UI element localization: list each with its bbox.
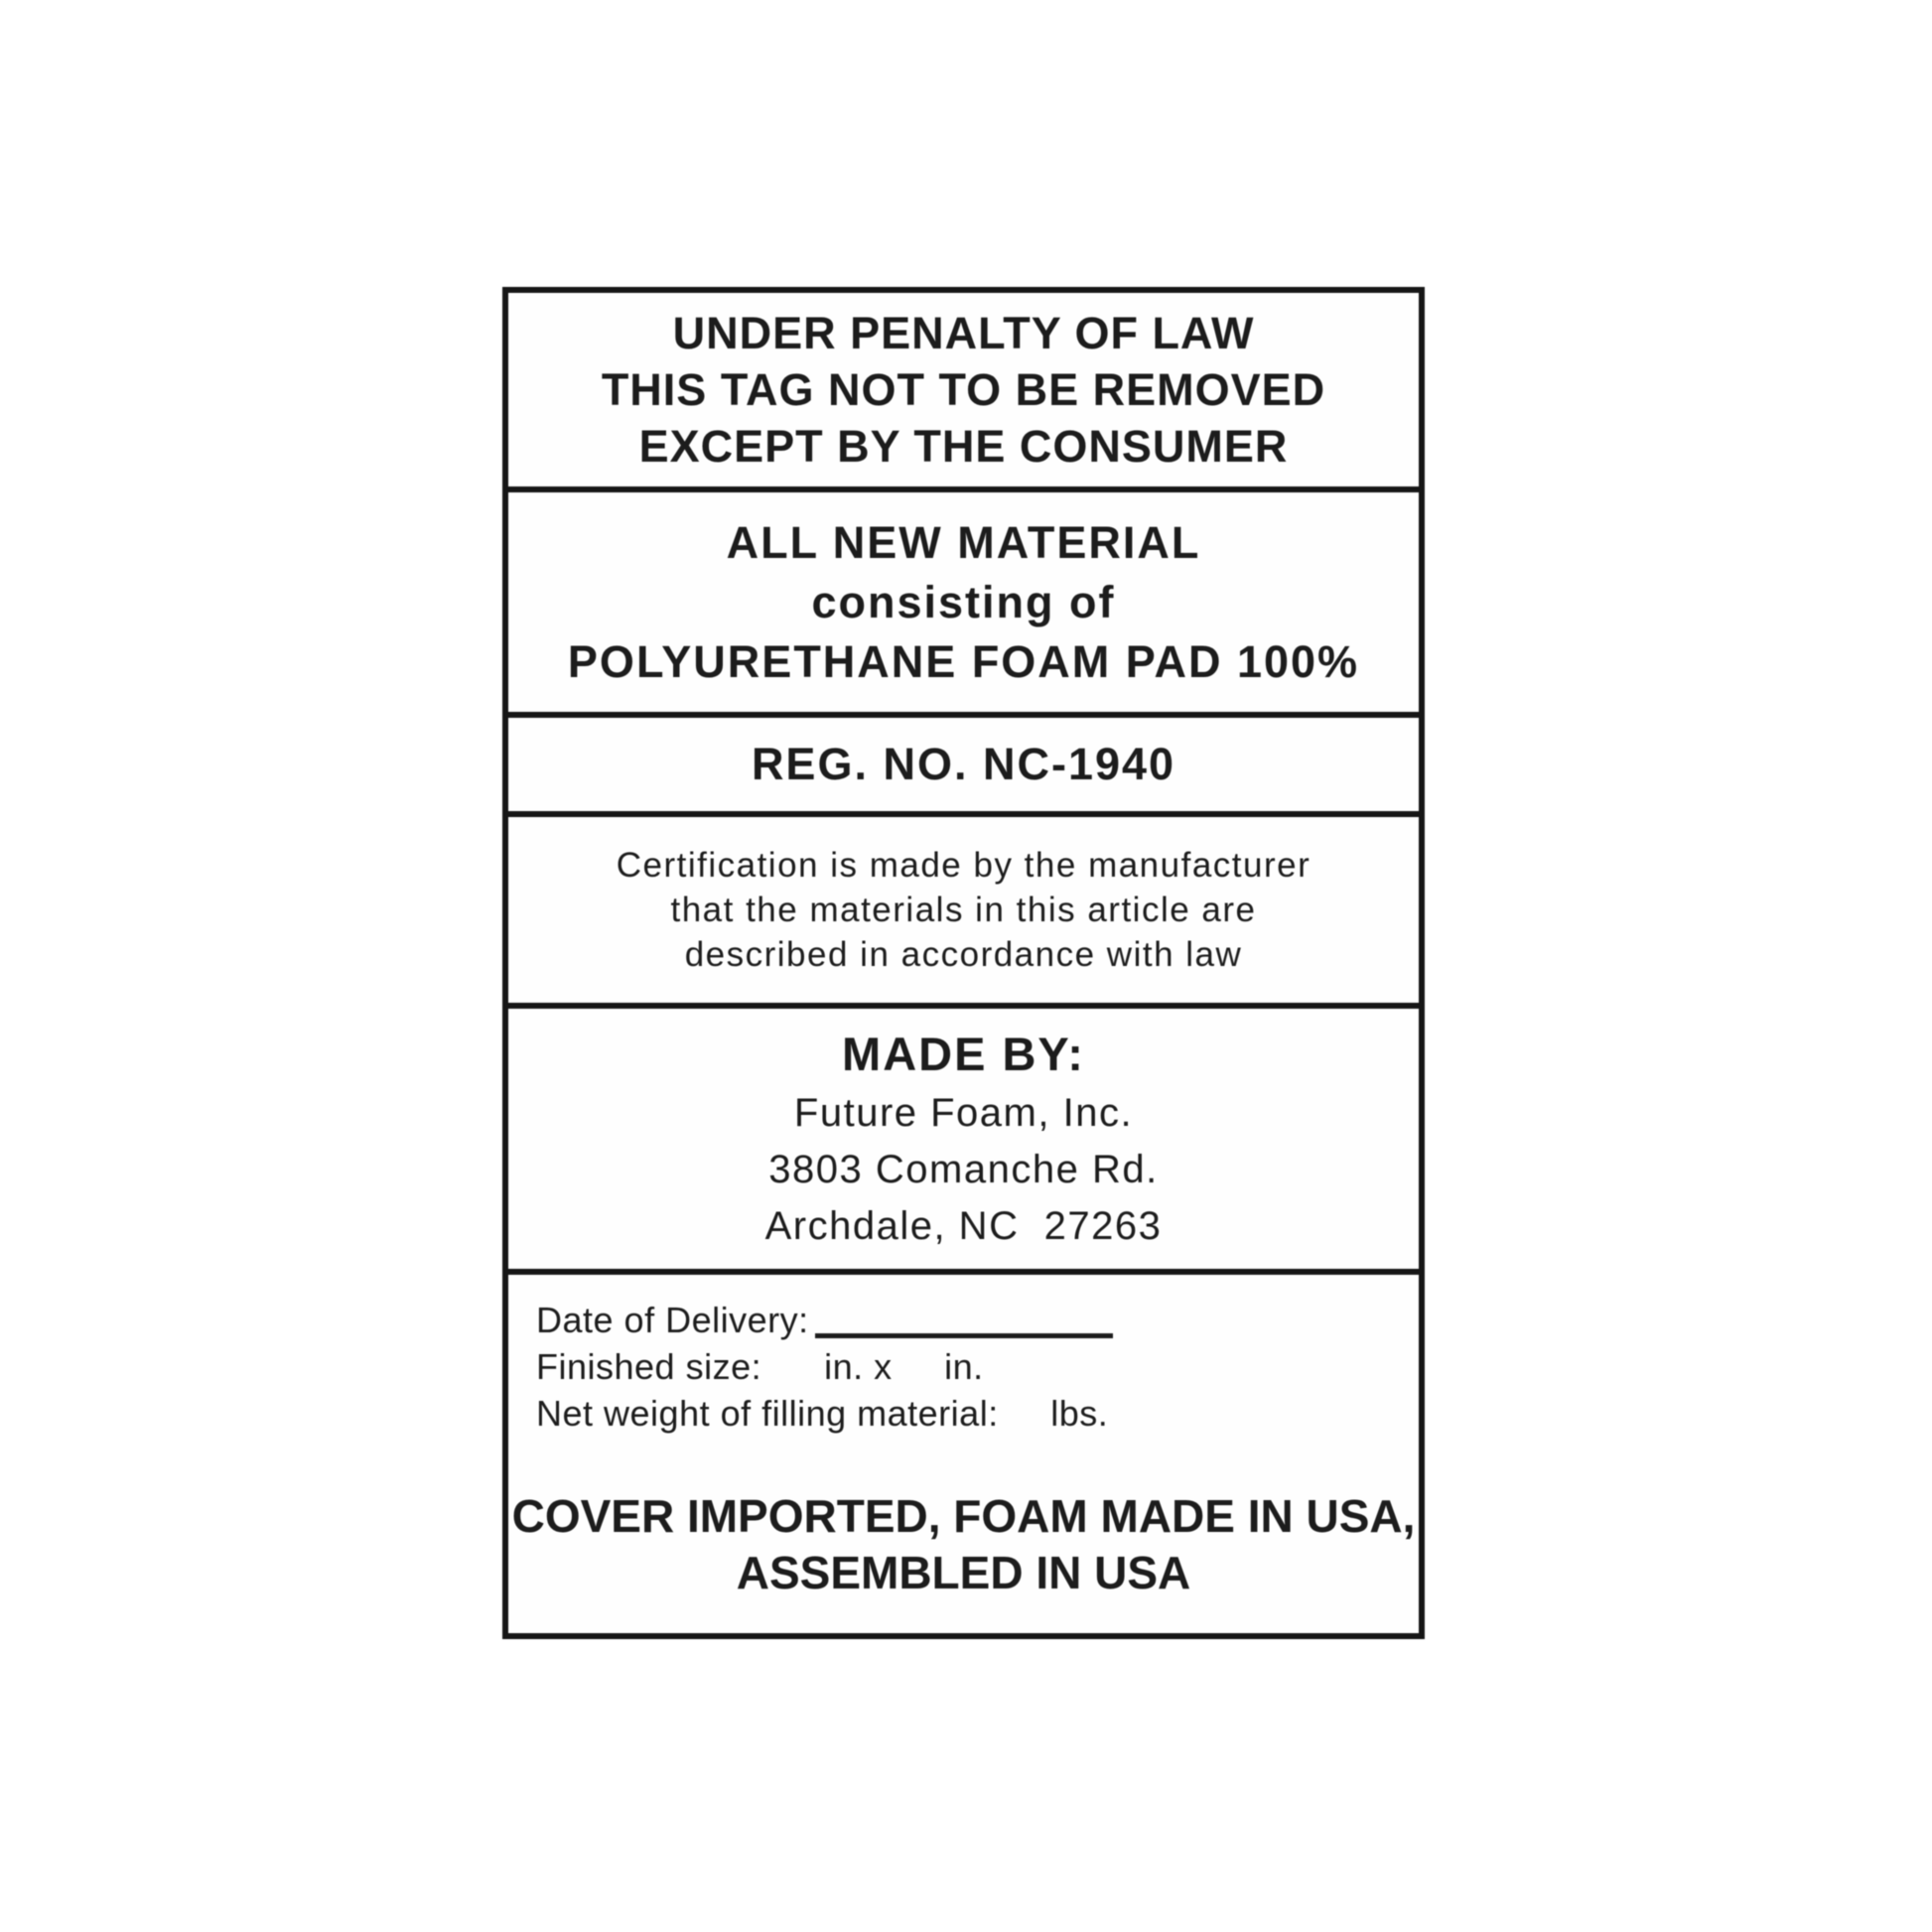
section-certification: [508, 817, 1419, 1009]
certification-line: Certification is made by the manufacturer: [616, 846, 1311, 885]
registration-number-text: REG. NO. NC-1940: [751, 739, 1176, 789]
manufacturer-city-state-zip: Archdale, NC 27263: [764, 1203, 1163, 1248]
origin-line: COVER IMPORTED, FOAM MADE IN USA,: [511, 1490, 1416, 1542]
date-of-delivery-blank-line: [815, 1303, 1113, 1338]
section-made-by: [508, 1009, 1419, 1275]
section-origin-statement: [508, 1488, 1419, 1601]
certification-line: described in accordance with law: [684, 935, 1243, 974]
penalty-line: EXCEPT BY THE CONSUMER: [638, 421, 1289, 472]
section-penalty-notice: [508, 293, 1419, 492]
manufacturer-name: Future Foam, Inc.: [793, 1090, 1134, 1135]
material-line: POLYURETHANE FOAM PAD 100%: [567, 635, 1360, 687]
material-line: ALL NEW MATERIAL: [726, 516, 1201, 568]
material-line: consisting of: [811, 576, 1116, 627]
penalty-line: UNDER PENALTY OF LAW: [672, 308, 1255, 358]
finished-size-line: Finished size: in. x in.: [536, 1346, 984, 1387]
origin-line: ASSEMBLED IN USA: [736, 1547, 1191, 1598]
section-material-contents: [508, 492, 1419, 718]
fill-in-lines: [508, 1275, 1419, 1437]
date-of-delivery-line: [536, 1297, 1419, 1343]
penalty-line: THIS TAG NOT TO BE REMOVED: [601, 364, 1326, 415]
law-label: [502, 287, 1425, 1639]
section-registration-number: [508, 718, 1419, 817]
section-fill-in-details: [508, 1275, 1419, 1633]
net-weight-line: Net weight of filling material: lbs.: [536, 1393, 1109, 1434]
made-by-heading: MADE BY:: [842, 1027, 1085, 1080]
date-of-delivery-label: Date of Delivery:: [536, 1300, 809, 1340]
manufacturer-street: 3803 Comanche Rd.: [768, 1147, 1159, 1191]
certification-line: that the materials in this article are: [670, 891, 1257, 929]
